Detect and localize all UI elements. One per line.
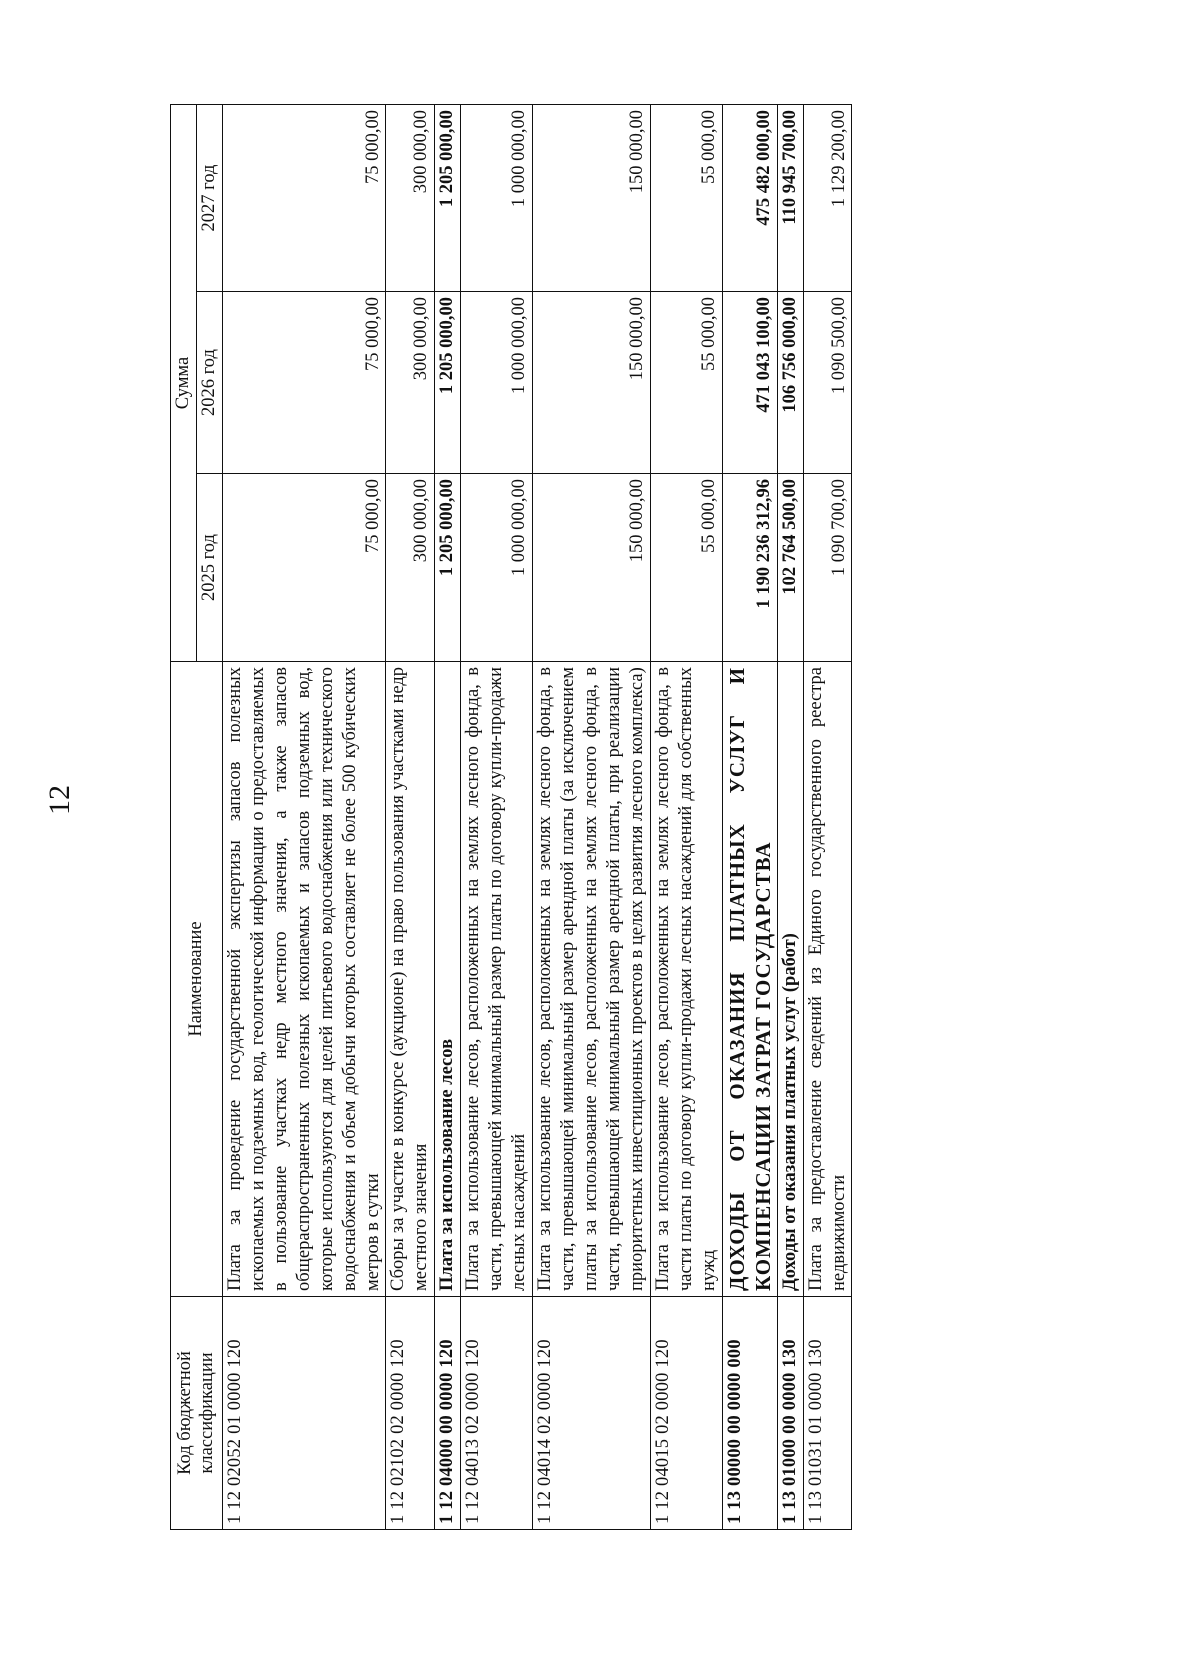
- row-value-2025: 300 000,00: [386, 474, 435, 662]
- row-value-2027: 1 205 000,00: [435, 104, 461, 291]
- row-value-2025: 1 205 000,00: [435, 474, 461, 662]
- table-row: [222, 104, 386, 1529]
- header-row: [171, 104, 197, 1529]
- row-value-2027: 1 000 000,00: [461, 104, 533, 291]
- row-value-2025: 1 000 000,00: [461, 474, 533, 662]
- row-name: Доходы от оказания платных услуг (работ): [777, 662, 803, 1297]
- header-code: Код бюджетной классификации: [171, 1297, 223, 1530]
- row-code: 1 12 04013 02 0000 120: [461, 1297, 533, 1530]
- row-name: ДОХОДЫ ОТ ОКАЗАНИЯ ПЛАТНЫХ УСЛУГ И КОМПЕНСАЦИИ ЗАТРАТ ГОСУДАРСТВА: [722, 662, 777, 1297]
- header-2026: 2026 год: [196, 292, 222, 474]
- row-value-2026: 106 756 000,00: [777, 292, 803, 474]
- page-number: 12: [43, 785, 76, 815]
- row-value-2026: 471 043 100,00: [722, 292, 777, 474]
- row-value-2025: 102 764 500,00: [777, 474, 803, 662]
- table-row: [722, 104, 777, 1529]
- row-value-2026: 150 000,00: [533, 292, 651, 474]
- budget-table: [170, 104, 852, 1530]
- row-code: 1 12 02052 01 0000 120: [222, 1297, 386, 1530]
- row-code: 1 12 04015 02 0000 120: [650, 1297, 722, 1530]
- row-name: Плата за использование лесов, расположенных на землях лесного фонда, в части, превышающей минимальный размер платы по договору купли-продажи лесных насаждений: [461, 662, 533, 1297]
- row-name: Плата за использование лесов, расположенных на землях лесного фонда, в части, превышающей минимальный размер арендной платы (за исключением платы за использование лесов, расположенных на землях лесного фонда, в части, превышающей минимальный размер арендной платы, при реализации приоритетных инвестиционных проектов в целях развития лесного комплекса): [533, 662, 651, 1297]
- row-value-2025: 1 190 236 312,96: [722, 474, 777, 662]
- row-code: 1 13 01000 00 0000 130: [777, 1297, 803, 1530]
- row-value-2027: 55 000,00: [650, 104, 722, 291]
- row-value-2026: 1 090 500,00: [803, 292, 852, 474]
- row-value-2027: 110 945 700,00: [777, 104, 803, 291]
- row-value-2027: 75 000,00: [222, 104, 386, 291]
- table-row: [386, 104, 435, 1529]
- table-row: [435, 104, 461, 1529]
- row-value-2026: 300 000,00: [386, 292, 435, 474]
- row-value-2027: 475 482 000,00: [722, 104, 777, 291]
- header-name: Наименование: [171, 662, 223, 1297]
- table-row: [777, 104, 803, 1529]
- row-value-2026: 55 000,00: [650, 292, 722, 474]
- table-row: [533, 104, 651, 1529]
- row-name: Плата за проведение государственной экспертизы запасов полезных ископаемых и подземных вод, геологической информации о предоставляемых в пользование участках недр местного значения, а также запасов общераспространенных полезных ископаемых и запасов подземных вод, которые используются для целей питьевого водоснабжения или технического водоснабжения и объем добычи которых составляет не более 500 кубических метров в сутки: [222, 662, 386, 1297]
- row-value-2027: 1 129 200,00: [803, 104, 852, 291]
- table-row: [803, 104, 852, 1529]
- row-value-2025: 150 000,00: [533, 474, 651, 662]
- row-name: Плата за предоставление сведений из Единого государственного реестра недвижимости: [803, 662, 852, 1297]
- row-value-2025: 75 000,00: [222, 474, 386, 662]
- header-2025: 2025 год: [196, 474, 222, 662]
- row-value-2026: 1 205 000,00: [435, 292, 461, 474]
- row-name: Сборы за участие в конкурсе (аукционе) на право пользования участками недр местного значения: [386, 662, 435, 1297]
- row-code: 1 12 02102 02 0000 120: [386, 1297, 435, 1530]
- header-2027: 2027 год: [196, 104, 222, 291]
- row-value-2027: 150 000,00: [533, 104, 651, 291]
- row-value-2026: 1 000 000,00: [461, 292, 533, 474]
- row-code: 1 12 04014 02 0000 120: [533, 1297, 651, 1530]
- header-sum: Сумма: [171, 104, 197, 661]
- row-value-2027: 300 000,00: [386, 104, 435, 291]
- row-value-2026: 75 000,00: [222, 292, 386, 474]
- table-row: [461, 104, 533, 1529]
- row-name: Плата за использование лесов: [435, 662, 461, 1297]
- row-name: Плата за использование лесов, расположенных на землях лесного фонда, в части платы по договору купли-продажи лесных насаждений для собственных нужд: [650, 662, 722, 1297]
- row-code: 1 13 01031 01 0000 130: [803, 1297, 852, 1530]
- budget-table-container: [170, 105, 1036, 1530]
- row-code: 1 12 04000 00 0000 120: [435, 1297, 461, 1530]
- table-row: [650, 104, 722, 1529]
- row-value-2025: 1 090 700,00: [803, 474, 852, 662]
- row-value-2025: 55 000,00: [650, 474, 722, 662]
- row-code: 1 13 00000 00 0000 000: [722, 1297, 777, 1530]
